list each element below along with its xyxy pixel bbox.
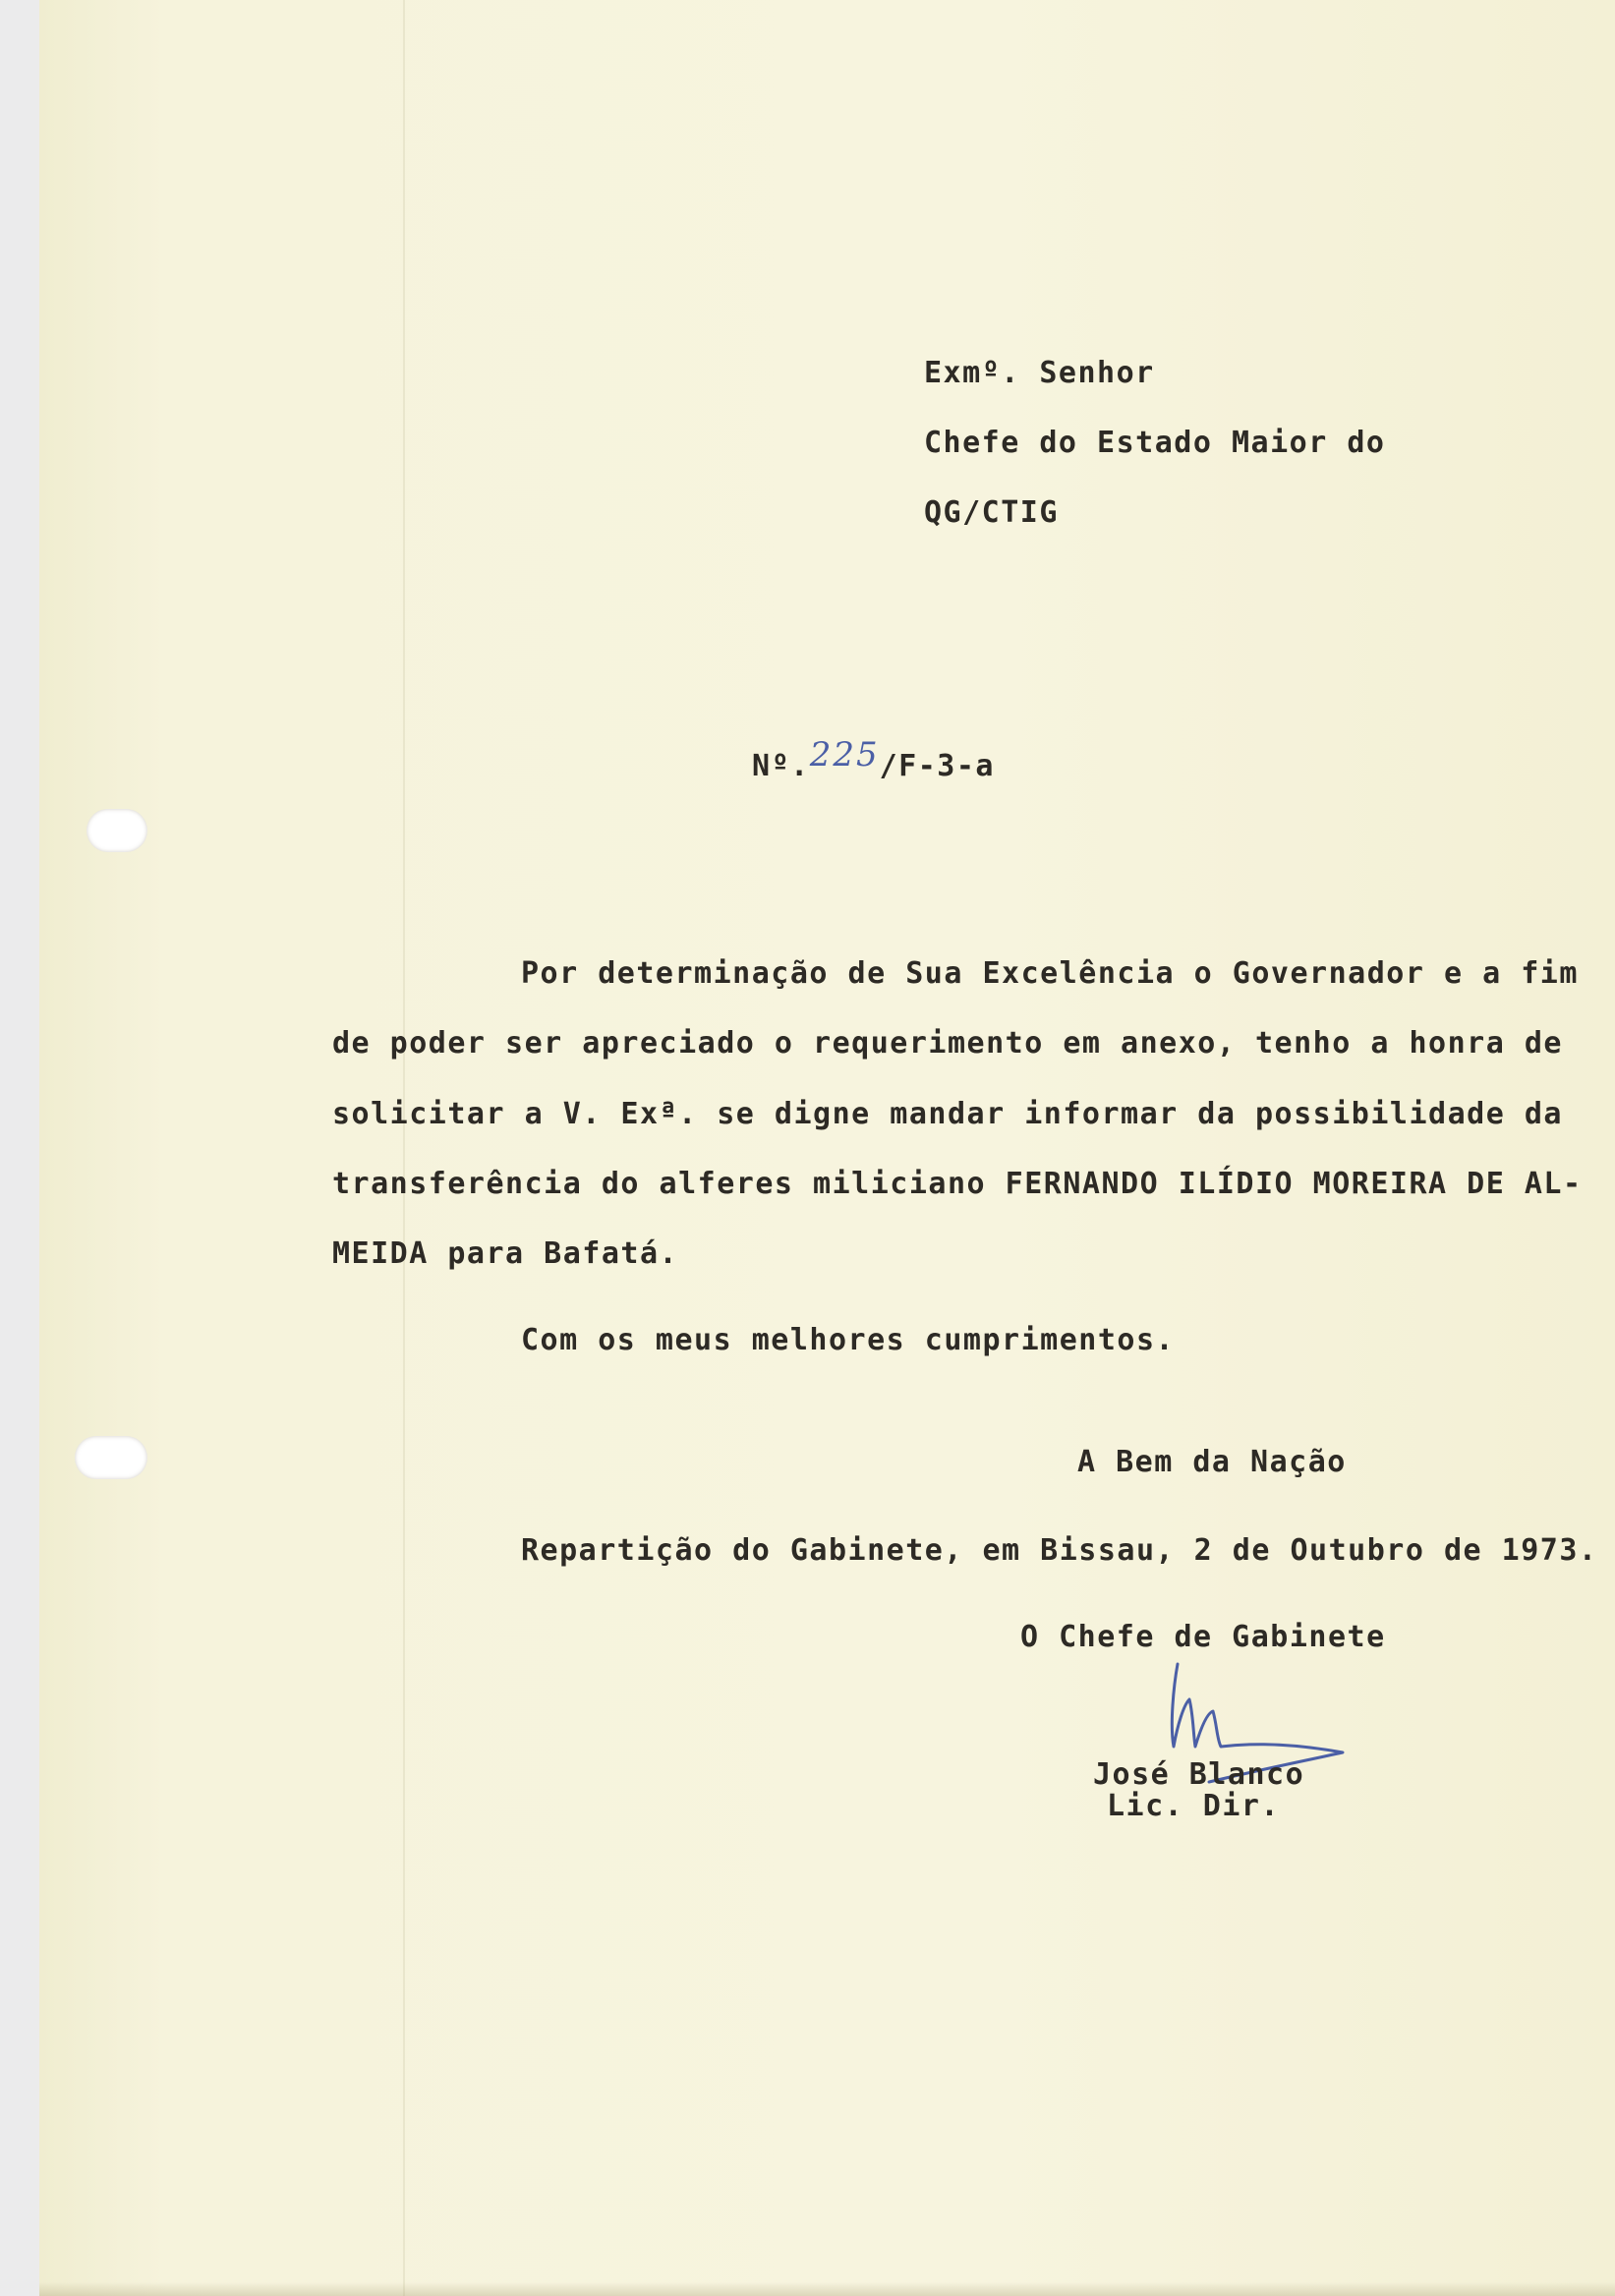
body-line-1: Por determinação de Sua Excelência o Governador e a fim xyxy=(521,956,1579,991)
body-line-4: transferência do alferes miliciano FERNANDO ILÍDIO MOREIRA DE AL- xyxy=(332,1167,1583,1201)
signatory-title: O Chefe de Gabinete xyxy=(1020,1620,1386,1654)
signatory-name: José Blanco xyxy=(1093,1757,1305,1792)
addressee-line-2: Chefe do Estado Maior do xyxy=(924,426,1386,460)
body-line-3: solicitar a V. Exª. se digne mandar informar da possibilidade da xyxy=(332,1097,1563,1131)
reference-suffix: /F-3-a xyxy=(879,749,995,783)
signatory-qualification: Lic. Dir. xyxy=(1107,1789,1281,1823)
handwritten-reference-number: 225 xyxy=(809,735,880,775)
addressee-line-3: QG/CTIG xyxy=(924,495,1059,530)
greeting: Com os meus melhores cumprimentos. xyxy=(521,1323,1176,1357)
punch-hole-upper xyxy=(87,809,147,852)
paper-fold-line xyxy=(403,0,405,2296)
reference-number xyxy=(752,735,995,784)
place-and-date: Repartição do Gabinete, em Bissau, 2 de Outubro de 1973. xyxy=(521,1533,1598,1568)
reference-prefix: Nº. xyxy=(752,749,810,783)
letter-page xyxy=(39,0,1615,2296)
punch-hole-lower xyxy=(75,1436,147,1479)
body-line-2: de poder ser apreciado o requerimento em anexo, tenho a honra de xyxy=(332,1026,1563,1061)
closing-formula: A Bem da Nação xyxy=(1077,1445,1347,1479)
body-line-5: MEIDA para Bafatá. xyxy=(332,1236,679,1271)
page-bottom-edge xyxy=(39,2282,1615,2296)
addressee-line-1: Exmº. Senhor xyxy=(924,356,1155,390)
